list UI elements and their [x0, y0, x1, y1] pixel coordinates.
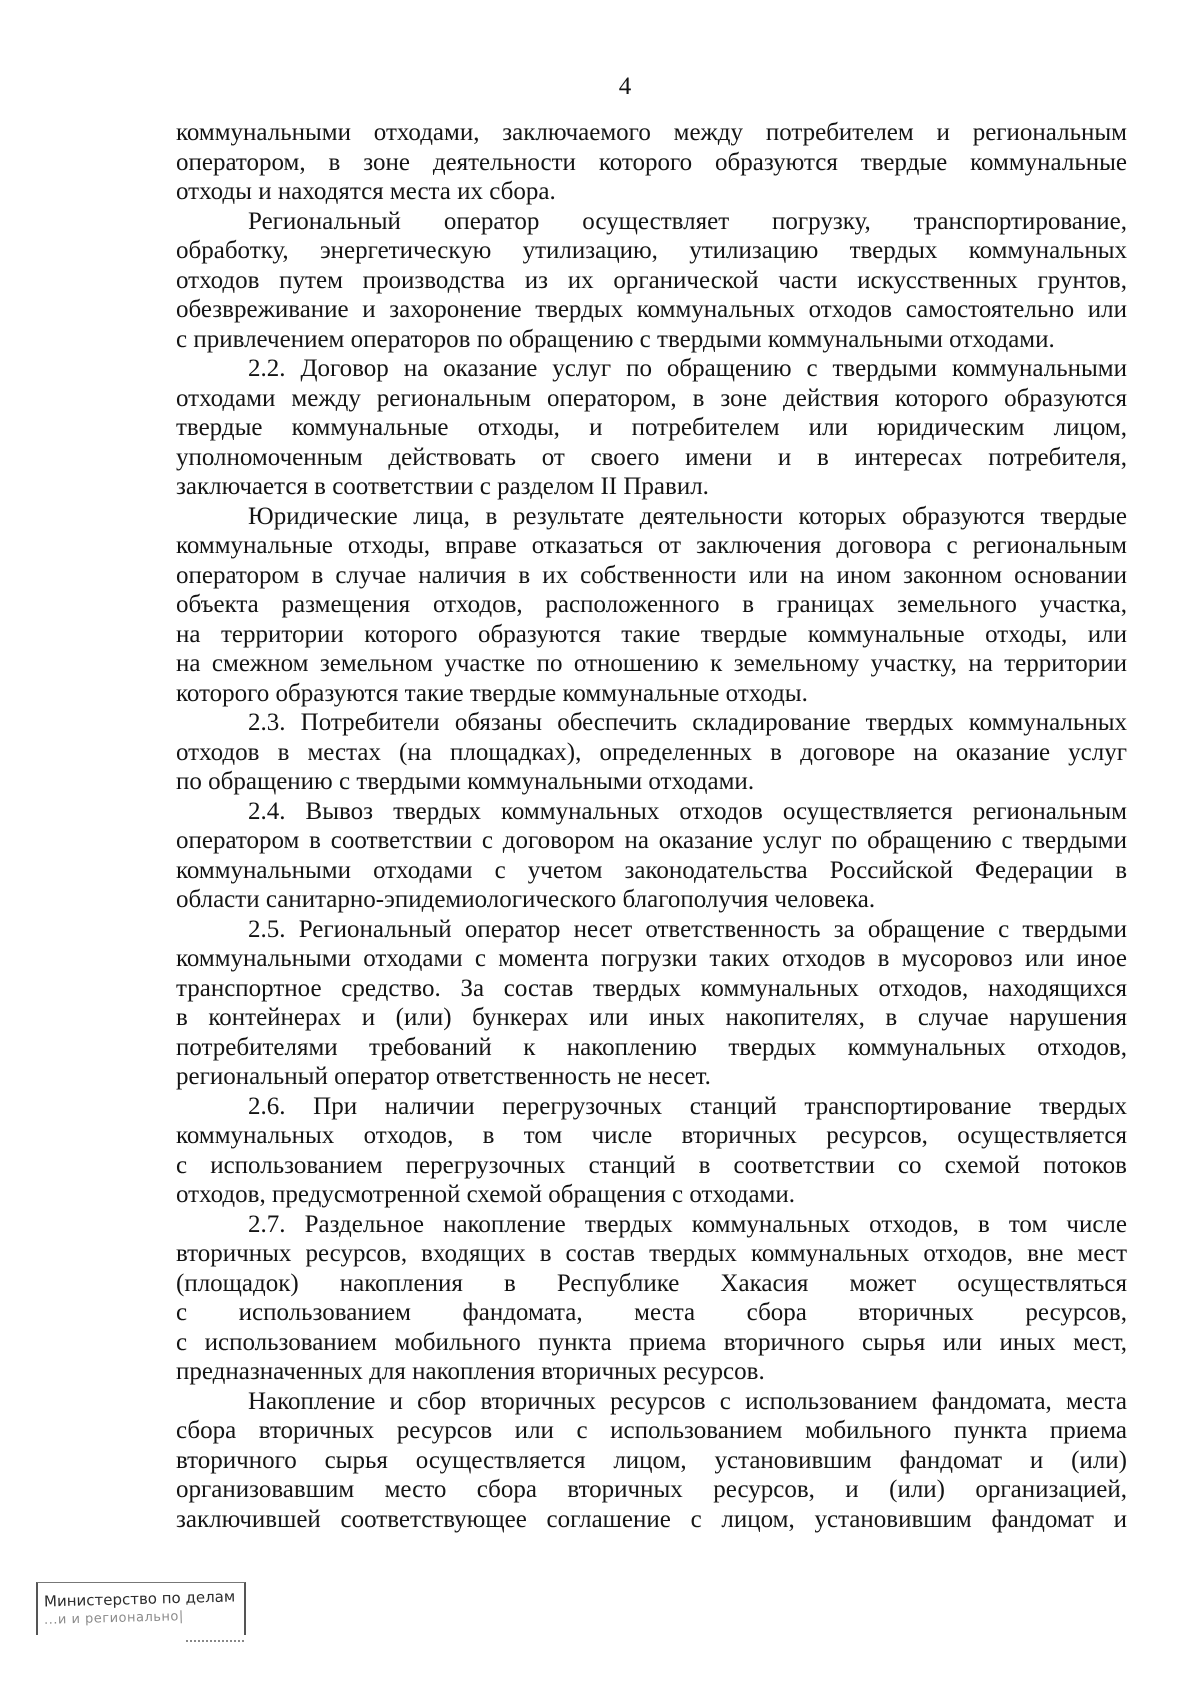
text-line: 2.5. Региональный оператор несет ответственность за обращение с твердыми [248, 915, 1127, 943]
text-line: потребителями требований к накоплению твердых коммунальных отходов, [176, 1033, 1127, 1061]
ministry-stamp [36, 1582, 248, 1656]
text-line: транспортное средство. За состав твердых коммунальных отходов, находящихся [176, 974, 1127, 1002]
text-line: на смежном земельном участке по отношению к земельному участку, на территории [176, 650, 1127, 677]
text-line: в контейнерах и (или) бункерах или иных накопителях, в случае нарушения [176, 1004, 1127, 1031]
text-line: с привлечением операторов по обращению с твердыми коммунальными отходами. [176, 325, 1055, 353]
text-line: твердые коммунальные отходы, и потребителем или юридическим лицом, [176, 414, 1127, 441]
stamp-signature-mark [186, 1640, 244, 1642]
paragraph [176, 1210, 1127, 1387]
paragraph [176, 118, 1127, 207]
text-line: 2.4. Вывоз твердых коммунальных отходов осуществляется региональным [248, 797, 1127, 825]
text-line: объекта размещения отходов, расположенного в границах земельного участка, [176, 591, 1127, 618]
text-line: 2.2. Договор на оказание услуг по обращению с твердыми коммунальными [248, 355, 1127, 382]
text-line: коммунальных отходов, в том числе вторичных ресурсов, осуществляется [176, 1122, 1127, 1149]
text-line: на территории которого образуются такие твердые коммунальные отходы, или [176, 620, 1127, 648]
paragraph [176, 915, 1127, 1092]
text-line: отходами между региональным оператором, в зоне действия которого образуются [176, 384, 1127, 412]
text-line: оператором, в зоне деятельности которого образуются твердые коммунальные [176, 148, 1127, 176]
text-line: коммунальными отходами, заключаемого между потребителем и региональным [176, 119, 1127, 146]
paragraph [176, 797, 1127, 915]
text-line: по обращению с твердыми коммунальными отходами. [176, 768, 755, 795]
stamp-text-line1: Министерство по делам [43, 1587, 236, 1611]
stamp-text-line2: ...и и регионально| [43, 1609, 184, 1628]
text-line: 2.3. Потребители обязаны обеспечить складирование твердых коммунальных [248, 709, 1127, 736]
text-line: с использованием мобильного пункта приема вторичного сырья или иных мест, [176, 1328, 1127, 1356]
text-line: отходов путем производства из их органической части искусственных грунтов, [176, 266, 1127, 294]
text-line: коммунальными отходами с учетом законодательства Российской Федерации в [176, 856, 1127, 884]
text-line: региональный оператор ответственность не несет. [176, 1063, 711, 1090]
text-line: 2.6. При наличии перегрузочных станций транспортирование твердых [248, 1092, 1127, 1120]
text-line: обработку, энергетическую утилизацию, утилизацию твердых коммунальных [176, 237, 1127, 264]
paragraph [176, 1387, 1127, 1535]
text-line: Юридические лица, в результате деятельности которых образуются твердые [248, 502, 1127, 530]
text-line: области санитарно-эпидемиологического благополучия человека. [176, 886, 876, 913]
text-line: отходов в местах (на площадках), определенных в договоре на оказание услуг [176, 738, 1127, 766]
document-body [176, 118, 1127, 1534]
page-number: 4 [618, 73, 632, 100]
text-line: вторичных ресурсов, входящих в состав твердых коммунальных отходов, вне мест [176, 1240, 1127, 1267]
text-line: (площадок) накопления в Республике Хакасия может осуществляться [176, 1269, 1127, 1297]
text-line: отходы и находятся места их сбора. [176, 178, 556, 205]
paragraph [176, 354, 1127, 502]
text-line: коммунальные отходы, вправе отказаться от заключения договора с региональным [176, 532, 1127, 559]
text-line: с использованием перегрузочных станций в соответствии со схемой потоков [176, 1151, 1127, 1179]
text-line: заключается в соответствии с разделом II Правил. [176, 473, 709, 500]
text-line: которого образуются такие твердые коммунальные отходы. [176, 679, 808, 707]
text-line: сбора вторичных ресурсов или с использованием мобильного пункта приема [176, 1417, 1127, 1444]
text-line: коммунальными отходами с момента погрузки таких отходов в мусоровоз или иное [176, 945, 1127, 972]
paragraph [176, 502, 1127, 709]
text-line: уполномоченным действовать от своего имени и в интересах потребителя, [176, 443, 1127, 471]
paragraph [176, 1092, 1127, 1210]
text-line: 2.7. Раздельное накопление твердых коммунальных отходов, в том числе [248, 1210, 1127, 1238]
text-line: Накопление и сбор вторичных ресурсов с использованием фандомата, места [248, 1387, 1127, 1415]
text-line: с использованием фандомата, места сбора вторичных ресурсов, [176, 1299, 1127, 1326]
paragraph [176, 708, 1127, 797]
text-line: предназначенных для накопления вторичных ресурсов. [176, 1358, 765, 1385]
text-line: заключившей соответствующее соглашение с лицом, установившим фандомат и [176, 1505, 1127, 1533]
text-line: Региональный оператор осуществляет погрузку, транспортирование, [248, 207, 1127, 235]
paragraph [176, 207, 1127, 355]
text-line: оператором в случае наличия в их собственности или на ином законном основании [176, 561, 1127, 589]
text-line: оператором в соответствии с договором на оказание услуг по обращению с твердыми [176, 827, 1127, 854]
text-line: обезвреживание и захоронение твердых коммунальных отходов самостоятельно или [176, 296, 1127, 323]
text-line: отходов, предусмотренной схемой обращения с отходами. [176, 1181, 796, 1208]
text-line: вторичного сырья осуществляется лицом, установившим фандомат и (или) [176, 1446, 1127, 1474]
text-line: организовавшим место сбора вторичных ресурсов, и (или) организацией, [176, 1476, 1127, 1503]
